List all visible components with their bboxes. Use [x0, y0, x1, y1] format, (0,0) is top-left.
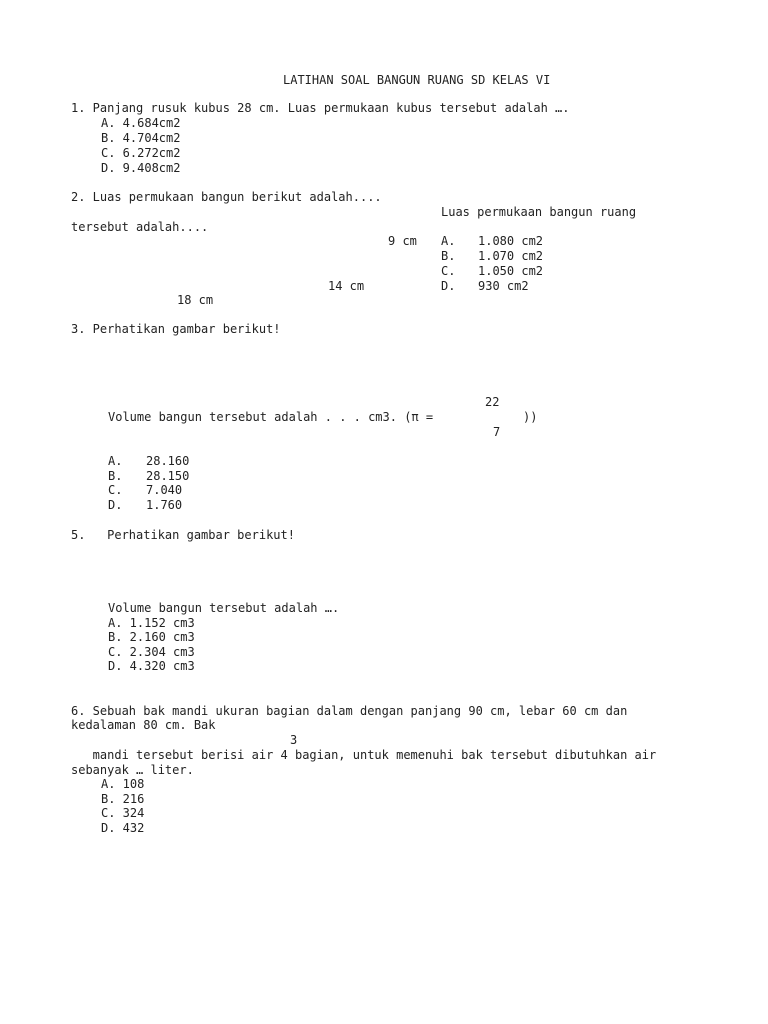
question-3-option-d-letter: D. [108, 498, 123, 512]
question-3-volume-text: Volume bangun tersebut adalah . . . cm3. (π = [108, 410, 434, 424]
question-6-line-4: sebanyak … liter. [71, 763, 194, 777]
question-1-option-a: A. 4.684cm2 [101, 116, 181, 130]
question-3-pi-close: )) [523, 410, 538, 424]
question-2-dimension-height: 9 cm [388, 234, 417, 248]
question-6-line-3: mandi tersebut berisi air 4 bagian, untuk memenuhi bak tersebut dibutuhkan air [71, 748, 657, 762]
question-3-option-c-letter: C. [108, 483, 123, 497]
question-2-text: 2. Luas permukaan bangun berikut adalah.... [71, 190, 382, 204]
question-5-option-c: C. 2.304 cm3 [108, 645, 195, 659]
question-2-option-c-letter: C. [441, 264, 456, 278]
question-3-pi-denominator: 7 [493, 425, 501, 439]
question-6-line-1: 6. Sebuah bak mandi ukuran bagian dalam dengan panjang 90 cm, lebar 60 cm dan [71, 704, 628, 718]
question-5-volume-text: Volume bangun tersebut adalah …. [108, 601, 340, 615]
page-title: LATIHAN SOAL BANGUN RUANG SD KELAS VI [283, 73, 551, 87]
question-2-side-text-2: tersebut adalah.... [71, 220, 209, 234]
question-2-option-c-value: 1.050 cm2 [478, 264, 544, 278]
question-3-option-b-letter: B. [108, 469, 123, 483]
question-5-option-b: B. 2.160 cm3 [108, 630, 195, 644]
question-2-side-text-1: Luas permukaan bangun ruang [441, 205, 637, 219]
question-6-option-c: C. 324 [101, 806, 145, 820]
question-2-option-a-value: 1.080 cm2 [478, 234, 544, 248]
question-3-option-b-value: 28.150 [146, 469, 190, 483]
question-1-option-d: D. 9.408cm2 [101, 161, 181, 175]
question-1-text: 1. Panjang rusuk kubus 28 cm. Luas permukaan kubus tersebut adalah …. [71, 101, 570, 115]
question-2-dimension-length: 18 cm [177, 293, 214, 307]
question-2-option-d-letter: D. [441, 279, 456, 293]
question-3-option-a-letter: A. [108, 454, 123, 468]
question-2-option-b-value: 1.070 cm2 [478, 249, 544, 263]
question-3-text: 3. Perhatikan gambar berikut! [71, 322, 281, 336]
question-3-option-d-value: 1.760 [146, 498, 183, 512]
question-3-option-c-value: 7.040 [146, 483, 183, 497]
question-5-option-a: A. 1.152 cm3 [108, 616, 195, 630]
question-5-option-d: D. 4.320 cm3 [108, 659, 195, 673]
question-6-option-a: A. 108 [101, 777, 145, 791]
question-6-fraction-numerator: 3 [290, 733, 298, 747]
question-6-option-b: B. 216 [101, 792, 145, 806]
question-3-option-a-value: 28.160 [146, 454, 190, 468]
question-2-option-b-letter: B. [441, 249, 456, 263]
question-6-line-2: kedalaman 80 cm. Bak [71, 718, 216, 732]
question-5-text: 5. Perhatikan gambar berikut! [71, 528, 295, 542]
question-2-dimension-width: 14 cm [328, 279, 365, 293]
question-6-option-d: D. 432 [101, 821, 145, 835]
question-2-option-d-value: 930 cm2 [478, 279, 529, 293]
question-1-option-c: C. 6.272cm2 [101, 146, 181, 160]
question-1-option-b: B. 4.704cm2 [101, 131, 181, 145]
question-3-pi-numerator: 22 [485, 395, 500, 409]
question-2-option-a-letter: A. [441, 234, 456, 248]
